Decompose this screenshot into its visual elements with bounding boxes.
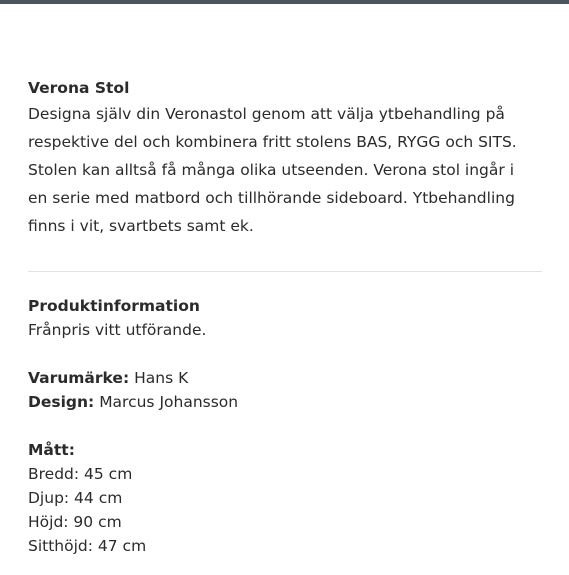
product-information: [28, 294, 542, 558]
design-row: [28, 390, 542, 414]
product-info-heading: Produktinformation: [28, 297, 200, 315]
dimension-seat-height: Sitthöjd: 47 cm: [28, 537, 147, 555]
top-bar: [0, 0, 569, 4]
design-label: Design:: [28, 393, 95, 411]
price-note: Frånpris vitt utförande.: [28, 321, 207, 339]
spacer: [28, 342, 542, 366]
dimension-height: Höjd: 90 cm: [28, 513, 122, 531]
product-description: [28, 76, 542, 240]
description-line: respektive del och kombinera fritt stolens BAS, RYGG och SITS.: [28, 133, 517, 151]
design-value: Marcus Johansson: [99, 393, 239, 411]
dimensions-heading: Mått:: [28, 441, 75, 459]
description-line: Designa själv din Veronastol genom att välja ytbehandling på: [28, 105, 505, 123]
dimension-depth: Djup: 44 cm: [28, 489, 123, 507]
brand-label: Varumärke:: [28, 369, 130, 387]
description-line: finns i vit, svartbets samt ek.: [28, 217, 254, 235]
product-title: Verona Stol: [28, 79, 130, 97]
description-line: en serie med matbord och tillhörande sideboard. Ytbehandling: [28, 189, 515, 207]
section-divider: [28, 271, 542, 272]
brand-value: Hans K: [134, 369, 189, 387]
dimension-width: Bredd: 45 cm: [28, 465, 133, 483]
description-line: Stolen kan alltså få många olika utseenden. Verona stol ingår i: [28, 161, 514, 179]
brand-row: [28, 366, 542, 390]
spacer: [28, 414, 542, 438]
